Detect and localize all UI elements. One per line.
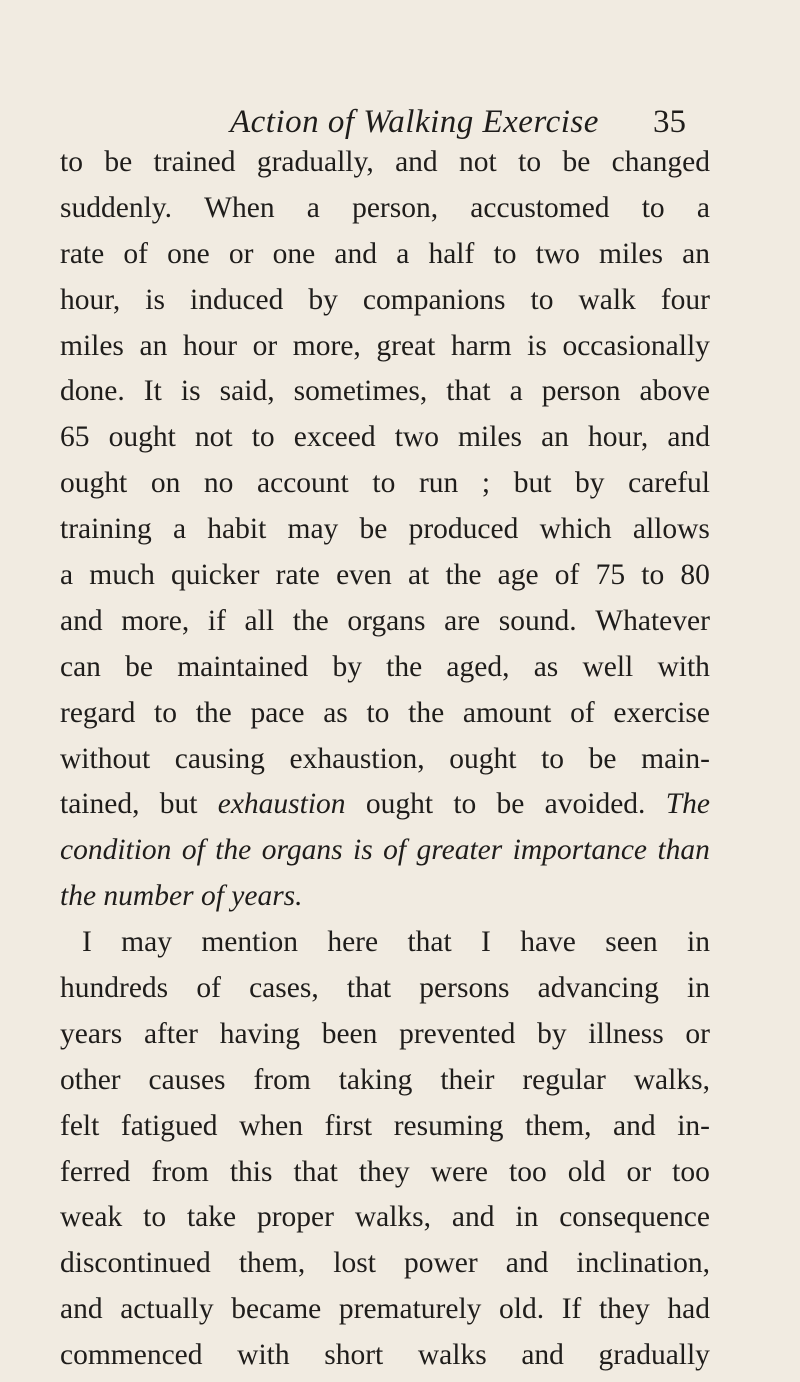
word: an xyxy=(139,329,168,362)
text-line xyxy=(60,966,710,1012)
word: organs xyxy=(261,834,343,867)
word: accustomed xyxy=(470,191,610,224)
word: them, xyxy=(238,1247,306,1280)
word: and xyxy=(521,1339,564,1372)
word: be xyxy=(104,146,133,178)
word: that xyxy=(407,926,452,959)
word: hour, xyxy=(60,283,121,316)
word: discontinued xyxy=(60,1247,211,1280)
word: number xyxy=(103,880,194,913)
word: or xyxy=(228,237,254,270)
word: first xyxy=(324,1109,373,1142)
word: great xyxy=(376,329,436,362)
word: too xyxy=(672,1155,710,1188)
word: ought xyxy=(449,742,517,775)
word: no xyxy=(203,467,234,500)
word: the xyxy=(445,559,482,592)
word: seen xyxy=(605,926,658,959)
word: a xyxy=(306,191,320,224)
text-line xyxy=(60,553,710,599)
word: amount xyxy=(462,696,552,729)
word: run xyxy=(418,467,459,500)
running-head xyxy=(0,104,800,144)
word: and xyxy=(451,1201,495,1234)
text-line xyxy=(60,324,710,370)
word: exhaustion, xyxy=(289,742,425,775)
word: is xyxy=(527,329,547,362)
word: not xyxy=(194,421,233,454)
word: to xyxy=(541,742,565,775)
text-line xyxy=(60,828,710,874)
word: power xyxy=(403,1247,478,1280)
word: above xyxy=(639,375,710,408)
word: ferred xyxy=(60,1155,131,1188)
word: the xyxy=(386,650,423,683)
word: by xyxy=(332,650,362,683)
word: other xyxy=(60,1063,121,1096)
word: I xyxy=(481,926,491,959)
word: is xyxy=(180,375,201,408)
word: sometimes, xyxy=(293,375,428,408)
word: the xyxy=(60,880,97,913)
word: had xyxy=(667,1293,710,1326)
word: on xyxy=(150,467,181,500)
word: allows xyxy=(632,513,710,546)
text-line xyxy=(60,232,710,278)
word: as xyxy=(323,696,348,729)
word: proper xyxy=(256,1201,334,1234)
word: in xyxy=(687,972,710,1005)
text-line xyxy=(60,507,710,553)
word: to xyxy=(60,146,83,178)
word: having xyxy=(219,1017,300,1050)
word: a xyxy=(509,375,523,408)
word: well xyxy=(582,650,634,683)
text-line xyxy=(60,1150,710,1196)
text-line xyxy=(60,599,710,645)
word: gradually, xyxy=(256,146,374,178)
word: to xyxy=(641,559,665,592)
word: organs xyxy=(347,604,426,637)
word: main- xyxy=(641,742,710,775)
word: exceed xyxy=(293,421,376,454)
word: the xyxy=(195,696,232,729)
word: regard xyxy=(60,696,136,729)
word: habit xyxy=(207,513,267,546)
word: a xyxy=(396,237,410,270)
word: be xyxy=(588,742,617,775)
word: commenced xyxy=(60,1339,203,1372)
page-number: 35 xyxy=(653,104,686,140)
word: is xyxy=(353,834,373,867)
word: or xyxy=(252,329,278,362)
word: walks, xyxy=(354,1201,432,1234)
word: years. xyxy=(231,880,303,913)
word: they xyxy=(358,1155,410,1188)
word: much xyxy=(89,559,155,592)
word: by xyxy=(537,1017,567,1050)
word: old xyxy=(567,1155,606,1188)
word: to xyxy=(372,467,396,500)
word: or xyxy=(626,1155,652,1188)
word: When xyxy=(204,191,275,224)
word: person, xyxy=(352,191,439,224)
text-line xyxy=(60,691,710,737)
word: walks, xyxy=(633,1063,710,1096)
word: in- xyxy=(677,1109,710,1142)
word: without xyxy=(60,742,151,775)
word: too xyxy=(509,1155,547,1188)
word: more, xyxy=(292,329,361,362)
word: be xyxy=(562,146,591,178)
word: person xyxy=(541,375,621,408)
word: of xyxy=(123,237,148,270)
word: mention xyxy=(201,926,298,959)
word: weak xyxy=(60,1201,123,1234)
word: training xyxy=(60,513,152,546)
word: gradually xyxy=(598,1339,710,1372)
word: regular xyxy=(522,1063,606,1096)
word: became xyxy=(231,1293,322,1326)
text-line xyxy=(60,415,710,461)
word: even xyxy=(336,559,392,592)
word: to xyxy=(530,283,554,316)
word: harm xyxy=(450,329,512,362)
word: were xyxy=(430,1155,488,1188)
text-line xyxy=(60,186,710,232)
word: to xyxy=(493,237,517,270)
word: ; xyxy=(481,467,491,500)
word: and xyxy=(505,1247,549,1280)
word: If xyxy=(561,1293,582,1326)
word: that xyxy=(293,1155,338,1188)
word: actually xyxy=(120,1293,214,1326)
word: hour xyxy=(182,329,238,362)
word: in xyxy=(515,1201,539,1234)
word: of xyxy=(383,834,407,867)
text-line xyxy=(60,1195,710,1241)
word: account xyxy=(257,467,349,500)
word: as xyxy=(533,650,559,683)
word: exercise xyxy=(613,696,710,729)
text-line xyxy=(60,461,710,507)
word: cases, xyxy=(249,972,319,1005)
word: that xyxy=(446,375,491,408)
word: ought xyxy=(108,421,176,454)
word: advancing xyxy=(537,972,659,1005)
word: miles xyxy=(60,329,124,362)
word: Whatever xyxy=(595,604,710,637)
word: felt xyxy=(60,1109,100,1142)
word: sound. xyxy=(498,604,577,637)
word: tained, xyxy=(60,788,140,821)
word: consequence xyxy=(559,1201,710,1234)
word: this xyxy=(229,1155,273,1188)
word: condition xyxy=(60,834,172,867)
word: hundreds xyxy=(60,972,169,1005)
text-line xyxy=(60,1104,710,1150)
word: causing xyxy=(174,742,265,775)
word: to xyxy=(518,146,542,178)
word: induced xyxy=(190,283,284,316)
word: may xyxy=(287,513,339,546)
word: which xyxy=(539,513,612,546)
word: walks xyxy=(417,1339,487,1372)
word: short xyxy=(324,1339,384,1372)
text-line xyxy=(60,645,710,691)
word: by xyxy=(575,467,605,500)
word: suddenly. xyxy=(60,191,172,224)
word: that xyxy=(346,972,392,1005)
body-text xyxy=(60,140,710,1379)
word: said, xyxy=(219,375,275,408)
word: I xyxy=(82,926,92,959)
word: old. xyxy=(499,1293,545,1326)
word: avoided. xyxy=(544,788,646,821)
word: the xyxy=(215,834,252,867)
word: two xyxy=(394,421,439,454)
word: to xyxy=(154,696,177,729)
word: It xyxy=(143,375,162,408)
word: causes xyxy=(148,1063,226,1096)
word: at xyxy=(407,559,430,592)
word: rate xyxy=(60,237,105,270)
word: prematurely xyxy=(338,1293,482,1326)
word: illness xyxy=(588,1017,664,1050)
word: exhaustion xyxy=(217,788,346,821)
word: the xyxy=(408,696,445,729)
word: half xyxy=(428,237,475,270)
word: pace xyxy=(250,696,305,729)
word: changed xyxy=(611,146,710,178)
word: resuming xyxy=(393,1109,504,1142)
word: have xyxy=(520,926,576,959)
word: 65 xyxy=(60,421,90,454)
word: maintained xyxy=(177,650,309,683)
text-line xyxy=(60,1287,710,1333)
word: a xyxy=(60,559,74,592)
word: produced xyxy=(408,513,519,546)
word: they xyxy=(598,1293,650,1326)
word: may xyxy=(121,926,172,959)
word: aged, xyxy=(446,650,510,683)
word: one xyxy=(167,237,210,270)
text-line xyxy=(60,782,710,828)
word: inclination, xyxy=(576,1247,710,1280)
word: two xyxy=(535,237,580,270)
word: from xyxy=(253,1063,311,1096)
word: miles xyxy=(599,237,663,270)
word: here xyxy=(327,926,379,959)
word: but xyxy=(513,467,552,500)
word: to xyxy=(251,421,275,454)
word: 75 xyxy=(595,559,626,592)
text-line xyxy=(60,1012,710,1058)
word: of xyxy=(181,834,205,867)
word: from xyxy=(151,1155,209,1188)
word: with xyxy=(657,650,710,683)
text-line xyxy=(60,1058,710,1104)
text-line xyxy=(60,874,710,920)
word: a xyxy=(172,513,187,546)
word: occasionally xyxy=(562,329,710,362)
word: their xyxy=(440,1063,495,1096)
word: and xyxy=(613,1109,656,1142)
word: by xyxy=(308,283,338,316)
word: miles xyxy=(458,421,522,454)
word: rate xyxy=(275,559,320,592)
word: trained xyxy=(153,146,236,178)
text-line xyxy=(60,1333,710,1379)
word: been xyxy=(321,1017,378,1050)
word: is xyxy=(145,283,165,316)
word: than xyxy=(657,834,710,867)
word: not xyxy=(459,146,497,178)
word: one xyxy=(272,237,316,270)
word: the xyxy=(292,604,329,637)
word: and xyxy=(60,604,103,637)
word: but xyxy=(159,788,198,821)
word: can xyxy=(60,650,101,683)
text-line xyxy=(60,1241,710,1287)
word: careful xyxy=(628,467,710,500)
word: and xyxy=(334,237,378,270)
word: of xyxy=(196,972,221,1005)
word: hour, xyxy=(588,421,649,454)
word: of xyxy=(554,559,580,592)
word: an xyxy=(682,237,710,270)
running-title: Action of Walking Exercise xyxy=(230,104,599,140)
word: fatigued xyxy=(120,1109,218,1142)
word: them, xyxy=(525,1109,592,1142)
word: lost xyxy=(333,1247,376,1280)
word: to xyxy=(366,696,390,729)
word: done. xyxy=(60,375,125,408)
word: ought xyxy=(60,467,128,500)
word: of xyxy=(570,696,595,729)
word: persons xyxy=(419,972,510,1005)
word: and xyxy=(395,146,438,178)
word: four xyxy=(660,283,710,316)
word: The xyxy=(665,788,710,821)
word: walk xyxy=(578,283,636,316)
word: greater xyxy=(416,834,503,867)
word: are xyxy=(444,604,481,637)
word: or xyxy=(685,1017,710,1050)
word: be xyxy=(125,650,153,683)
word: if xyxy=(207,604,226,637)
word: after xyxy=(143,1017,198,1050)
word: in xyxy=(687,926,710,959)
word: of xyxy=(200,880,224,913)
word: quicker xyxy=(171,559,260,592)
word: all xyxy=(244,604,275,637)
text-line xyxy=(60,920,710,966)
word: prevented xyxy=(399,1017,516,1050)
text-line xyxy=(60,737,710,783)
word: when xyxy=(239,1109,304,1142)
word: 80 xyxy=(680,559,710,592)
word: years xyxy=(60,1017,123,1050)
word: a xyxy=(696,191,710,224)
word: with xyxy=(237,1339,290,1372)
word: taking xyxy=(338,1063,413,1096)
word: to xyxy=(143,1201,167,1234)
word: more, xyxy=(121,604,190,637)
word: take xyxy=(186,1201,237,1234)
word: be xyxy=(496,788,525,821)
word: an xyxy=(541,421,569,454)
text-line xyxy=(60,369,710,415)
word: to xyxy=(453,788,477,821)
word: importance xyxy=(512,834,648,867)
text-line xyxy=(60,140,710,186)
word: ought xyxy=(365,788,434,821)
word: and xyxy=(667,421,710,454)
word: be xyxy=(359,513,388,546)
word: to xyxy=(641,191,665,224)
word: and xyxy=(60,1293,103,1326)
word: companions xyxy=(362,283,506,316)
word: age xyxy=(497,559,539,592)
text-line xyxy=(60,278,710,324)
